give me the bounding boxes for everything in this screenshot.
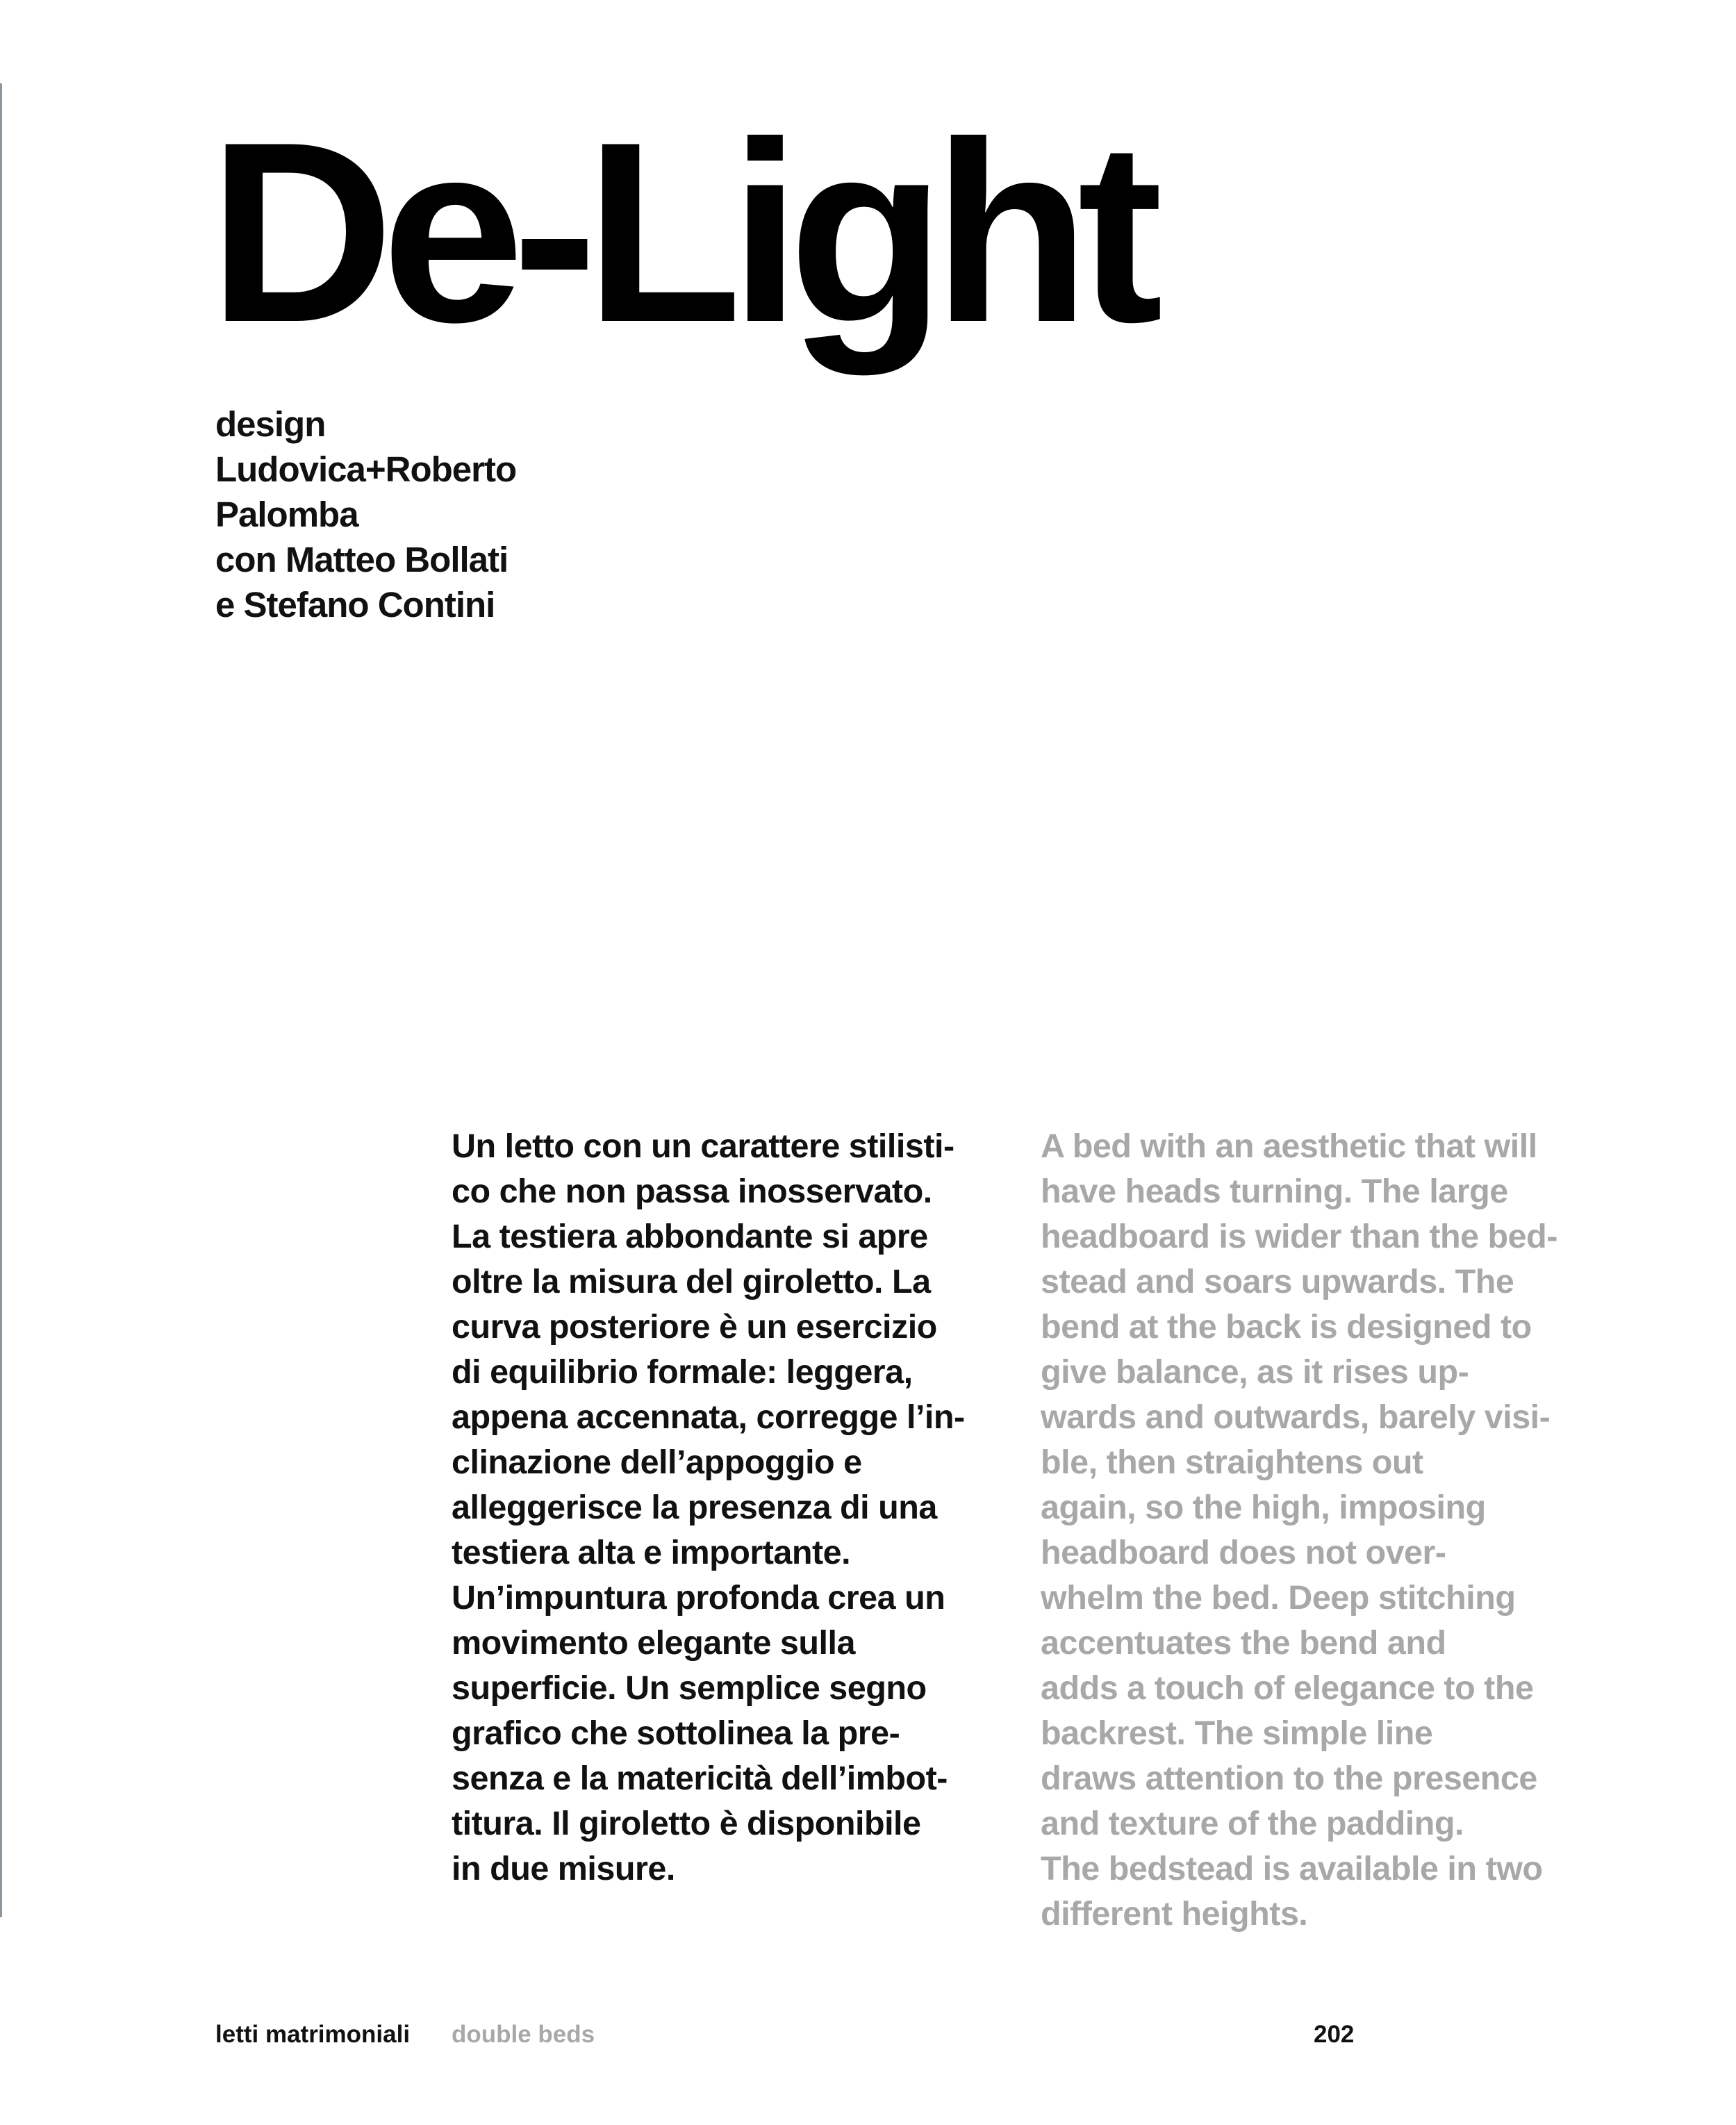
description-english: [1041, 1124, 1557, 1937]
text-line: La testiera abbondante si apre: [452, 1218, 928, 1255]
text-line: movimento elegante sulla: [452, 1624, 855, 1662]
text-line: backrest. The simple line: [1041, 1714, 1433, 1752]
text-line: co che non passa inosservato.: [452, 1173, 932, 1210]
text-line: headboard is wider than the bed-: [1041, 1218, 1557, 1255]
text-line: again, so the high, imposing: [1041, 1489, 1486, 1526]
text-line: different heights.: [1041, 1895, 1308, 1933]
text-line: adds a touch of elegance to the: [1041, 1669, 1534, 1707]
credits-line: e Stefano Contini: [215, 585, 495, 625]
credits-line: design: [215, 404, 326, 444]
text-line: bend at the back is designed to: [1041, 1308, 1532, 1346]
credits-line: Palomba: [215, 495, 358, 534]
text-line: di equilibrio formale: leggera,: [452, 1353, 913, 1391]
text-line: grafico che sottolinea la pre-: [452, 1714, 900, 1752]
text-line: headboard does not over-: [1041, 1534, 1446, 1571]
text-line: clinazione dell’appoggio e: [452, 1444, 862, 1481]
page-edge-line: [0, 83, 2, 1917]
text-line: A bed with an aesthetic that will: [1041, 1127, 1537, 1165]
text-line: draws attention to the presence: [1041, 1760, 1537, 1797]
text-line: in due misure.: [452, 1850, 675, 1887]
description-italian: [452, 1124, 965, 1892]
text-line: titura. Il giroletto è disponibile: [452, 1805, 921, 1842]
page-number: 202: [1314, 2021, 1355, 2048]
text-line: stead and soars upwards. The: [1041, 1263, 1514, 1300]
footer-category-italian: letti matrimoniali: [215, 2021, 411, 2048]
page-title: De-Light: [208, 89, 1151, 376]
text-line: testiera alta e importante.: [452, 1534, 851, 1571]
footer-category-english: double beds: [452, 2021, 595, 2048]
text-line: curva posteriore è un esercizio: [452, 1308, 937, 1346]
text-line: whelm the bed. Deep stitching: [1041, 1579, 1516, 1617]
text-line: The bedstead is available in two: [1041, 1850, 1543, 1887]
text-line: appena accennata, corregge l’in-: [452, 1398, 965, 1436]
text-line: and texture of the padding.: [1041, 1805, 1464, 1842]
text-line: superficie. Un semplice segno: [452, 1669, 927, 1707]
text-line: Un letto con un carattere stilisti-: [452, 1127, 954, 1165]
text-line: alleggerisce la presenza di una: [452, 1489, 937, 1526]
text-line: accentuates the bend and: [1041, 1624, 1446, 1662]
text-line: wards and outwards, barely visi-: [1041, 1398, 1551, 1436]
design-credits: [215, 402, 516, 627]
text-line: Un’impuntura profonda crea un: [452, 1579, 945, 1617]
text-line: senza e la matericità dell’imbot-: [452, 1760, 948, 1797]
text-line: give balance, as it rises up-: [1041, 1353, 1469, 1391]
text-line: oltre la misura del giroletto. La: [452, 1263, 931, 1300]
text-line: ble, then straightens out: [1041, 1444, 1423, 1481]
credits-line: Ludovica+Roberto: [215, 449, 517, 489]
credits-line: con Matteo Bollati: [215, 540, 509, 579]
text-line: have heads turning. The large: [1041, 1173, 1508, 1210]
